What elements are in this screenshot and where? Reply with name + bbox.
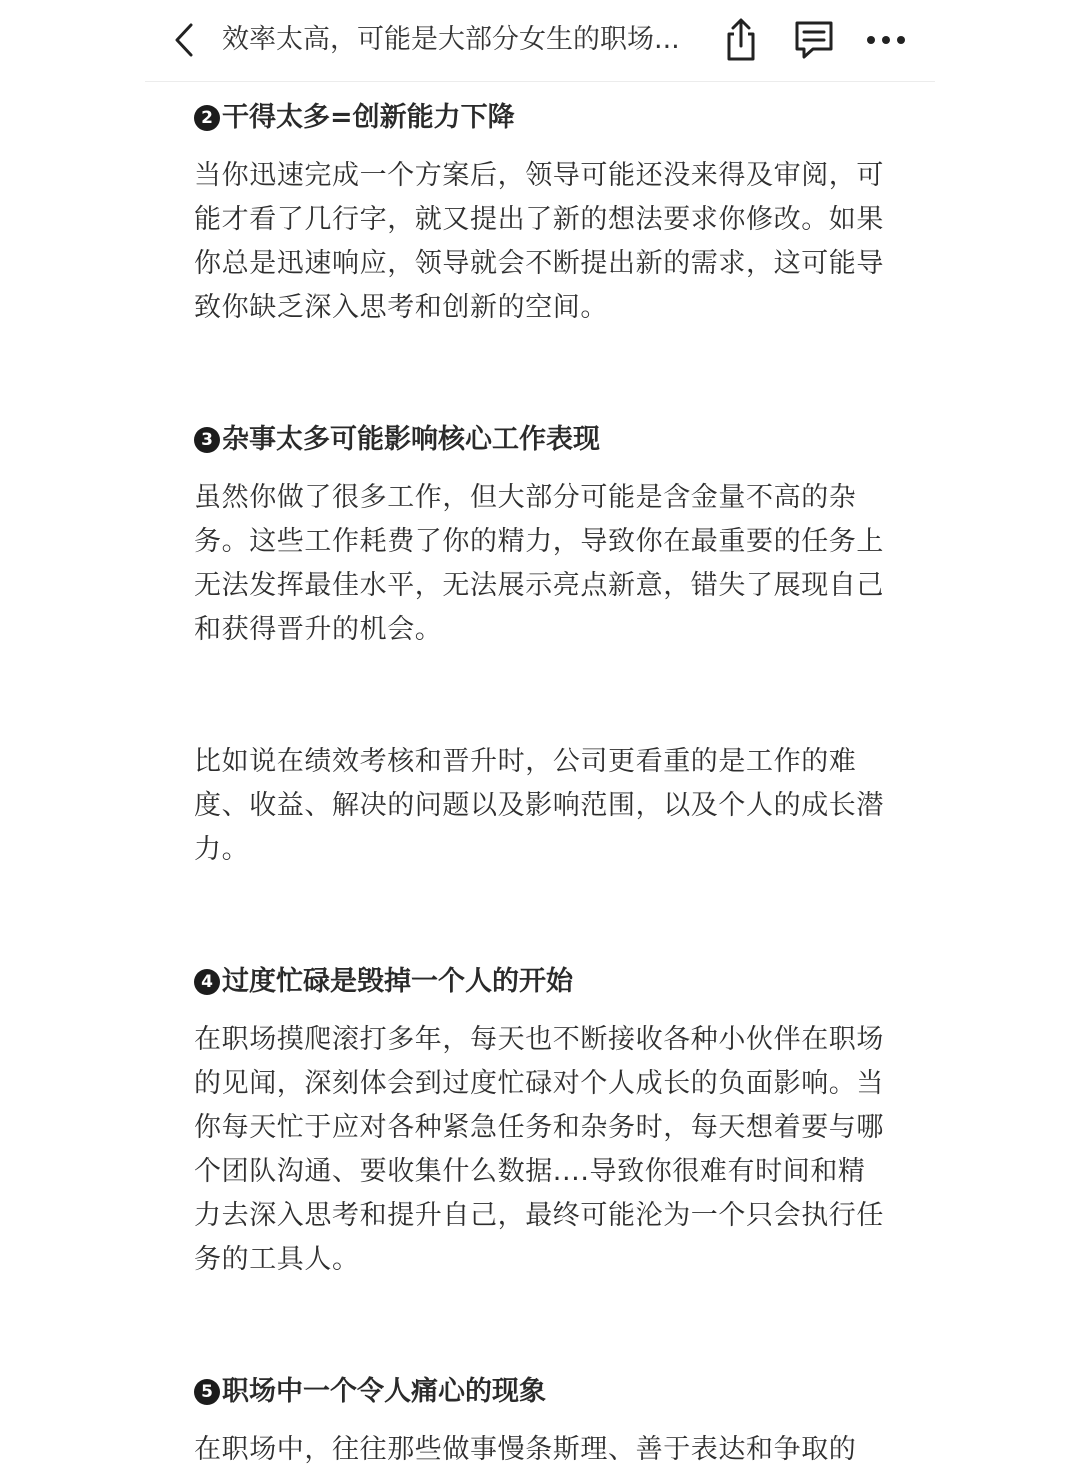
- section-number-badge: 5: [194, 1379, 220, 1405]
- more-button[interactable]: [862, 16, 910, 64]
- page-title: 效率太高，可能是大部分女生的职场...: [222, 24, 680, 55]
- section-number-badge: 3: [194, 427, 220, 453]
- article-body: [194, 96, 884, 1472]
- section-heading: [194, 418, 884, 462]
- paragraph: 在职场摸爬滚打多年，每天也不断接收各种小伙伴在职场的见闻，深刻体会到过度忙碌对个人成长的负面影响。当你每天忙于应对各种紧急任务和杂务时，每天想着要与哪个团队沟通、要收集什么数据....导致你很难有时间和精力去深入思考和提升自己，最终可能沦为一个只会执行任务的工具人。: [194, 1024, 884, 1275]
- section-title: 杂事太多可能影响核心工作表现: [222, 424, 600, 455]
- more-icon: [864, 34, 908, 46]
- comment-button[interactable]: [790, 16, 838, 64]
- header-divider: [145, 81, 935, 82]
- section-title: 过度忙碌是毁掉一个人的开始: [222, 966, 573, 997]
- section-number-badge: 2: [194, 105, 220, 131]
- section-title: 干得太多=创新能力下降: [222, 102, 515, 133]
- section-number-badge: 4: [194, 969, 220, 995]
- top-nav-bar: [0, 0, 1080, 82]
- back-button[interactable]: [166, 20, 202, 60]
- comment-icon: [791, 17, 837, 63]
- paragraph: 当你迅速完成一个方案后，领导可能还没来得及审阅，可能才看了几行字，就又提出了新的想法要求你修改。如果你总是迅速响应，领导就会不断提出新的需求，这可能导致你缺乏深入思考和创新的空间。: [194, 160, 884, 323]
- paragraph: 虽然你做了很多工作，但大部分可能是含金量不高的杂务。这些工作耗费了你的精力，导致你在最重要的任务上无法发挥最佳水平，无法展示亮点新意，错失了展现自己和获得晋升的机会。: [194, 482, 884, 645]
- section-title: 职场中一个令人痛心的现象: [222, 1376, 546, 1407]
- paragraph: 比如说在绩效考核和晋升时，公司更看重的是工作的难度、收益、解决的问题以及影响范围，以及个人的成长潜力。: [194, 746, 884, 865]
- chevron-left-icon: [173, 22, 195, 58]
- section-heading: [194, 96, 884, 140]
- section-heading: [194, 960, 884, 1004]
- share-icon: [721, 17, 761, 63]
- share-button[interactable]: [717, 16, 765, 64]
- section-heading: [194, 1370, 884, 1414]
- paragraph: 在职场中，往往那些做事慢条斯理、善于表达和争取的: [194, 1434, 857, 1465]
